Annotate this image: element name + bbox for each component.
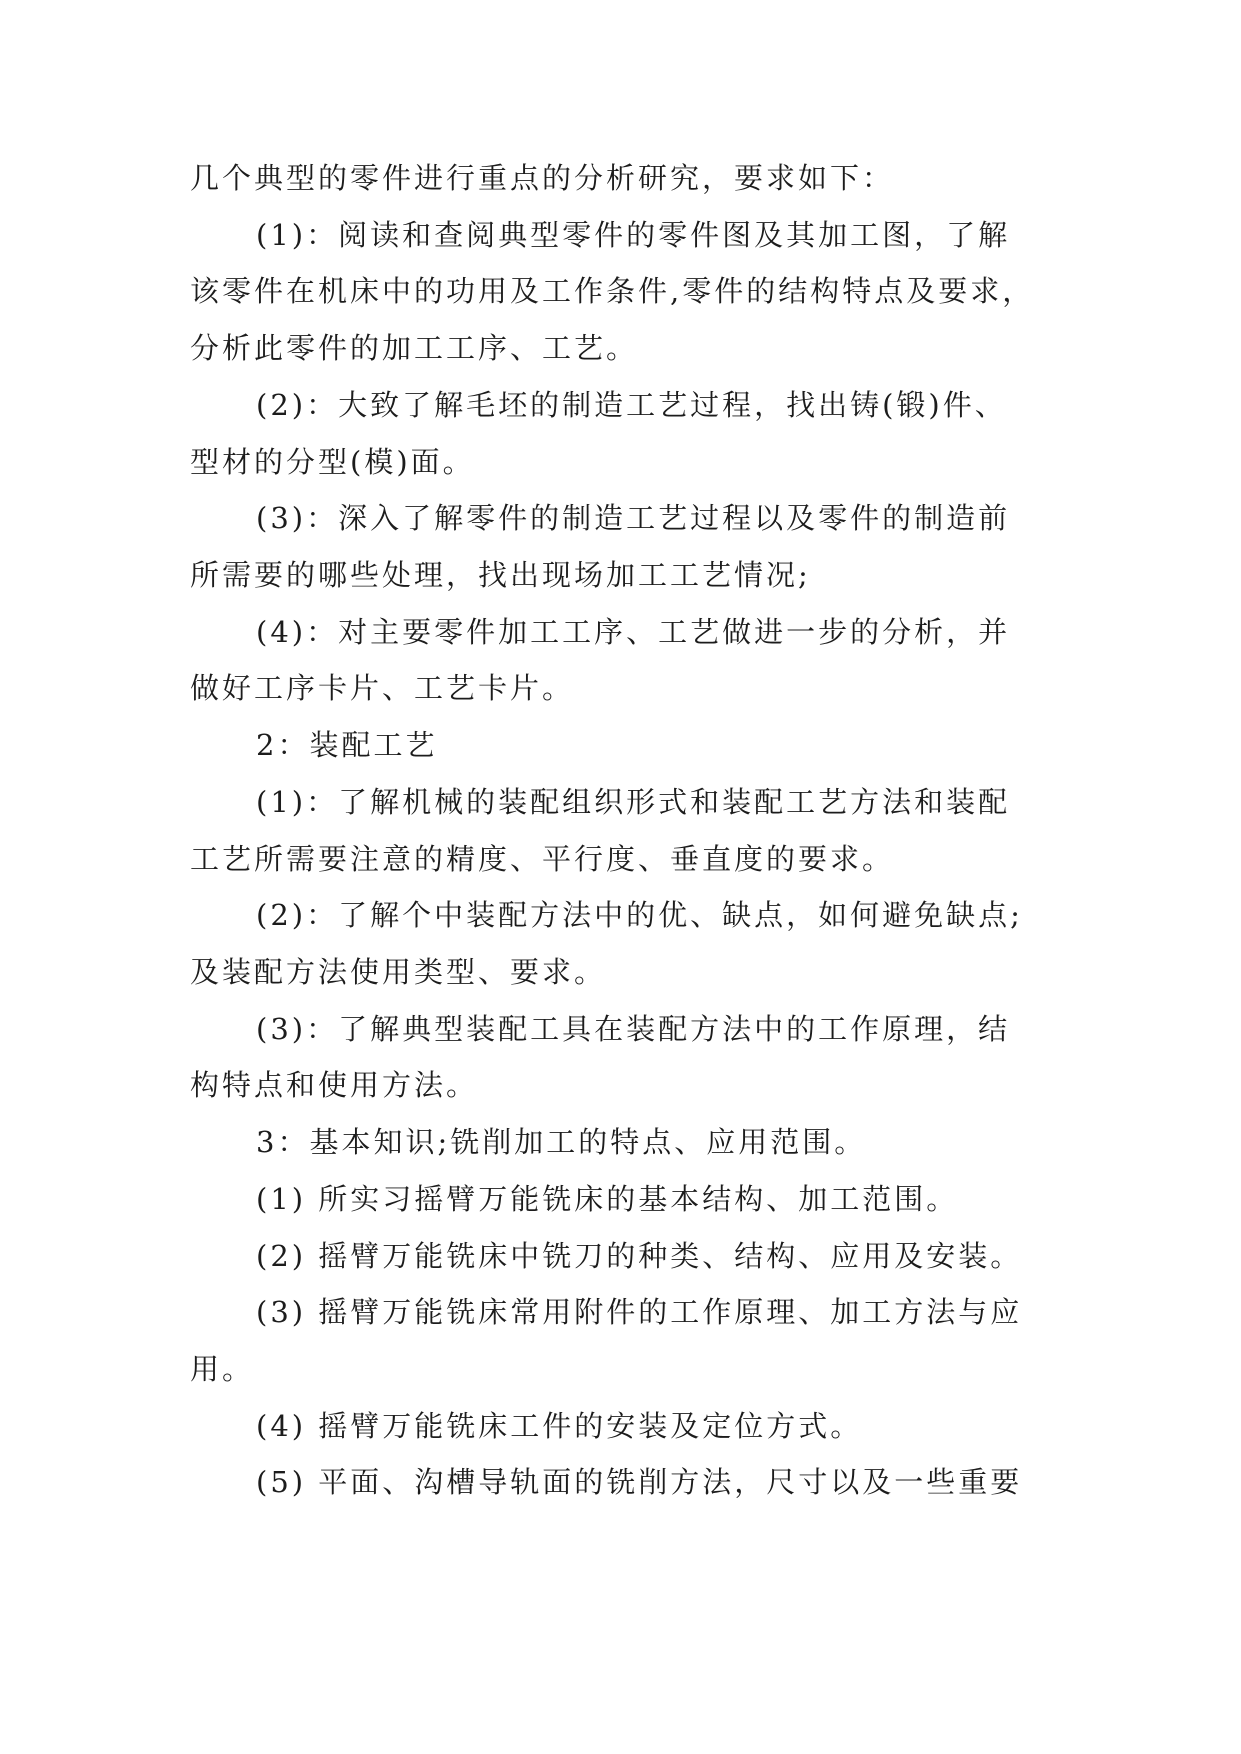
- text-line: 及装配方法使用类型、要求。: [190, 955, 607, 989]
- text-line: (2)：大致了解毛坯的制造工艺过程，找出铸(锻)件、: [256, 388, 1007, 422]
- text-line: (1)：了解机械的装配组织形式和装配工艺方法和装配: [256, 785, 1011, 819]
- text-line: (2) 摇臂万能铣床中铣刀的种类、结构、应用及安装。: [256, 1239, 1023, 1273]
- text-line: 型材的分型(模)面。: [190, 445, 475, 479]
- text-line: 做好工序卡片、工艺卡片。: [190, 671, 575, 705]
- text-line: 分析此零件的加工工序、工艺。: [190, 331, 639, 365]
- text-line: (3) 摇臂万能铣床常用附件的工作原理、加工方法与应: [256, 1295, 1023, 1329]
- section-heading: 3：基本知识;铣削加工的特点、应用范围。: [256, 1125, 867, 1159]
- text-line: (1)：阅读和查阅典型零件的零件图及其加工图，了解: [256, 218, 1011, 252]
- text-line: (2)：了解个中装配方法中的优、缺点，如何避免缺点;: [256, 898, 1023, 932]
- text-line: 构特点和使用方法。: [190, 1068, 479, 1102]
- text-line: 工艺所需要注意的精度、平行度、垂直度的要求。: [190, 842, 895, 876]
- text-line: (3)：了解典型装配工具在装配方法中的工作原理，结: [256, 1012, 1011, 1046]
- text-line: (5) 平面、沟槽导轨面的铣削方法，尺寸以及一些重要: [256, 1465, 1023, 1499]
- text-line: (4) 摇臂万能铣床工件的安装及定位方式。: [256, 1409, 863, 1443]
- text-line: (1) 所实习摇臂万能铣床的基本结构、加工范围。: [256, 1182, 959, 1216]
- text-line: (3)：深入了解零件的制造工艺过程以及零件的制造前: [256, 501, 1011, 535]
- text-line: 该零件在机床中的功用及工作条件,零件的结构特点及要求，: [190, 274, 1035, 308]
- text-line: 几个典型的零件进行重点的分析研究，要求如下：: [190, 161, 895, 195]
- text-line: 所需要的哪些处理，找出现场加工工艺情况;: [190, 558, 811, 592]
- text-line: 用。: [190, 1352, 255, 1386]
- text-line: (4)：对主要零件加工工序、工艺做进一步的分析，并: [256, 615, 1011, 649]
- section-heading: 2：装配工艺: [256, 728, 438, 762]
